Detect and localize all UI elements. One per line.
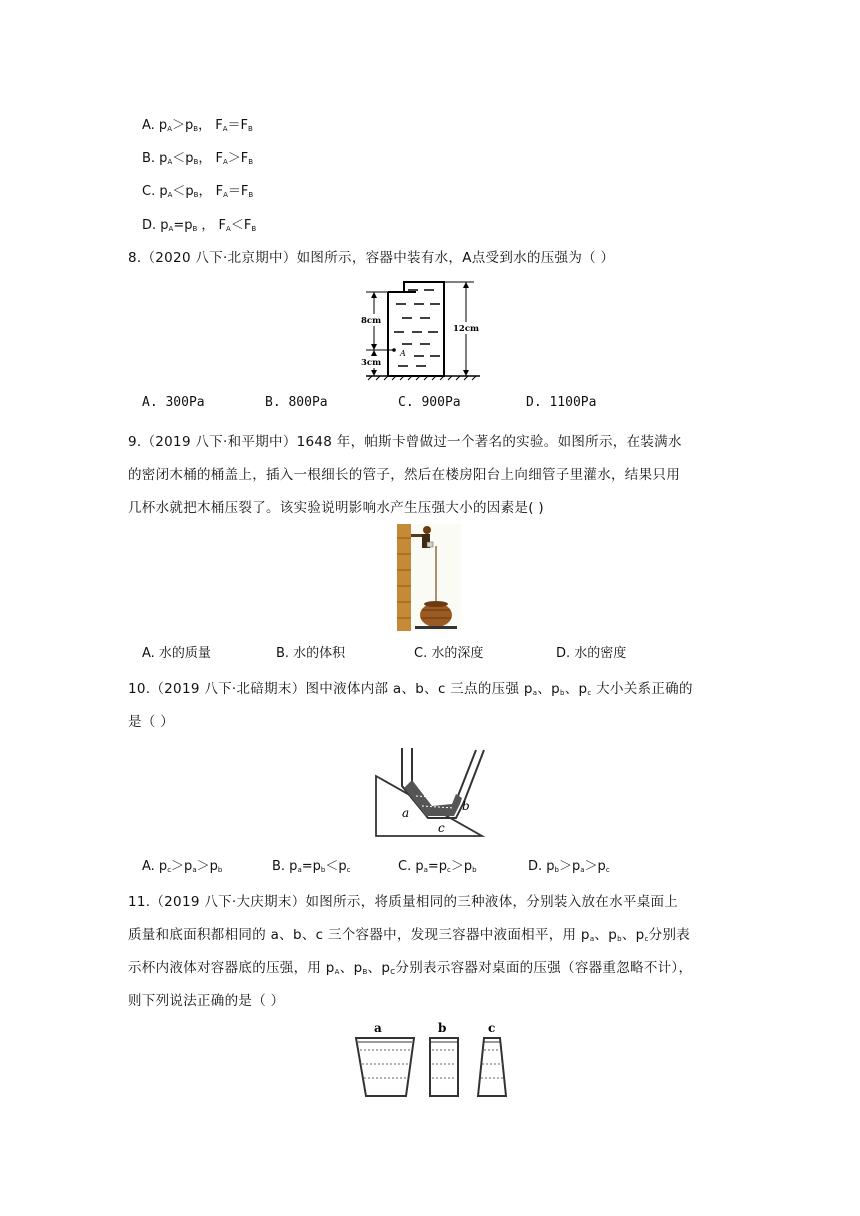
q8-point-a-label: A xyxy=(400,349,406,358)
q8-8cm-label: 8cm xyxy=(361,316,382,326)
q8-option-a: A. 300Pa xyxy=(142,395,205,410)
q9-pascal-barrel-figure xyxy=(397,524,461,631)
q7-option-d: D. $p_A=p_B$ ， $F_A<F_B$ xyxy=(142,218,257,233)
q7-option-a: A. $p_A>p_B$， $F_A=F_B$ xyxy=(142,118,253,133)
q11-stem-line-2: 质量和底面积都相同的 a、b、c 三个容器中，发现三容器中液面相平，用 $p_a$、$p_b$、$p_c$分别表 xyxy=(128,927,691,943)
q11-label-c: c xyxy=(488,1021,496,1035)
q10-label-b: b xyxy=(462,799,470,813)
q11-label-b: b xyxy=(438,1021,447,1035)
q10-u-tube-figure xyxy=(372,742,486,840)
q9-stem-line-2: 的密闭木桶的桶盖上，插入一根细长的管子，然后在楼房阳台上向细管子里灌水，结果只用 xyxy=(128,467,680,483)
q11-containers-figure xyxy=(350,1020,510,1100)
q8-12cm-label: 12cm xyxy=(453,324,479,334)
q8-3cm-label: 3cm xyxy=(361,358,382,368)
q11-stem-line-3: 示杯内液体对容器底的压强，用 $p_A$、$p_B$、$p_C$分别表示容器对桌面的压强（容器重忽略不计）， xyxy=(128,960,693,976)
q9-option-b: B. 水的体积 xyxy=(276,646,346,661)
q9-option-d: D. 水的密度 xyxy=(556,646,627,661)
q10-stem-line-1: 10.（2019 八下·北碚期末）图中液体内部 a、b、c 三点的压强 $p_a$、$p_b$、$p_c$ 大小关系正确的 xyxy=(128,681,693,697)
q9-option-c: C. 水的深度 xyxy=(414,646,484,661)
q9-option-a: A. 水的质量 xyxy=(142,646,211,661)
q7-option-b: B. $p_A<p_B$， $F_A>F_B$ xyxy=(142,151,254,166)
q8-container-figure xyxy=(358,276,488,382)
q8-stem: 8.（2020 八下·北京期中）如图所示，容器中装有水，A点受到水的压强为（ ） xyxy=(128,250,615,266)
q10-option-d: D. $p_b>p_a>p_c$ xyxy=(528,859,610,874)
q11-stem-line-1: 11.（2019 八下·大庆期末）如图所示，将质量相同的三种液体，分别装入放在水平桌面上 xyxy=(128,894,679,910)
q8-option-b: B. 800Pa xyxy=(265,395,328,410)
q8-option-d: D. 1100Pa xyxy=(526,395,597,410)
q10-option-c: C. $p_a=p_c>p_b$ xyxy=(398,859,477,874)
q9-stem-line-3: 几杯水就把木桶压裂了。该实验说明影响水产生压强大小的因素是( ) xyxy=(128,500,544,516)
q7-option-c: C. $p_A<p_B$， $F_A=F_B$ xyxy=(142,184,254,199)
q8-option-c: C. 900Pa xyxy=(398,395,461,410)
q10-label-c: c xyxy=(438,821,445,835)
q10-stem-line-2: 是（ ） xyxy=(128,714,174,730)
q11-stem-line-4: 则下列说法正确的是（ ） xyxy=(128,993,285,1009)
q11-label-a: a xyxy=(374,1021,382,1035)
q9-stem-line-1: 9.（2019 八下·和平期中）1648 年，帕斯卡曾做过一个著名的实验。如图所示，在装满水 xyxy=(128,434,682,450)
q10-option-a: A. $p_c>p_a>p_b$ xyxy=(142,859,223,874)
q10-label-a: a xyxy=(402,806,410,820)
q10-option-b: B. $p_a=p_b<p_c$ xyxy=(272,859,351,874)
